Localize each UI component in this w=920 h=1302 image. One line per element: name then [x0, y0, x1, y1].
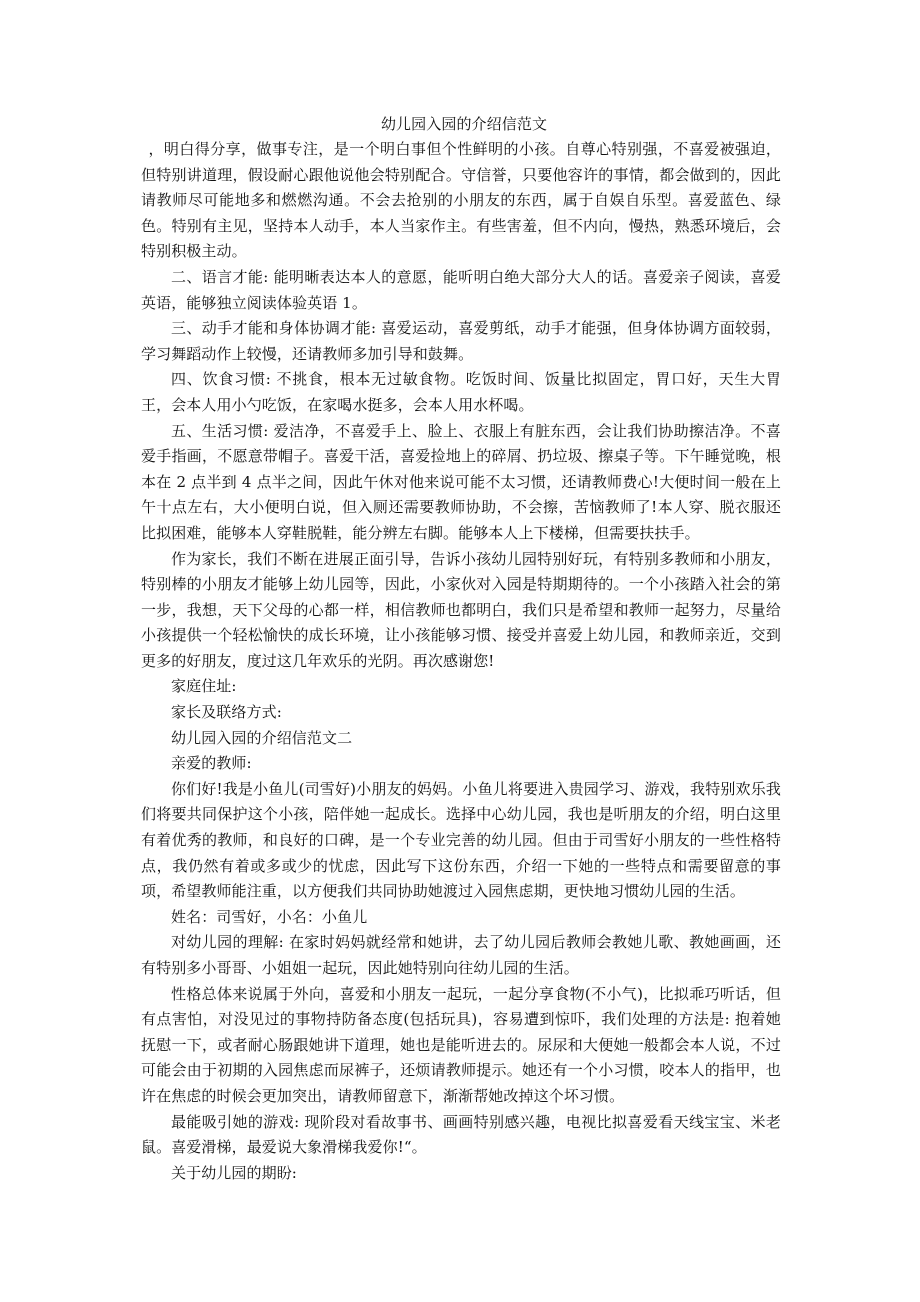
paragraph-games: 最能吸引她的游戏: 现阶段对看故事书、画画特别感兴趣，电视比拟喜爱看天线宝宝、米老鼠。喜爱滑梯，最爱说大象滑梯我爱你!“。	[141, 1112, 781, 1157]
parent-contact-label: 家长及联络方式:	[171, 703, 282, 722]
section-two-title: 幼儿园入园的介绍信范文二	[171, 728, 353, 747]
paragraph-greeting: 你们好!我是小鱼儿(司雪好)小朋友的妈妈。小鱼儿将要进入贵园学习、游戏，我特别欢乐我们将要共同保护这个小孩，陪伴她一起成长。选择中心幼儿园，我也是听朋友的介绍，明白这里有着优秀的教师，和良好的口碑，是一个专业完善的幼儿园。但由于司雪好小朋友的一些性格特点，我仍然有着或多或少的忧虑，因此写下这份东西，介绍一下她的一些特点和需要留意的事项，希望教师能注重，以方便我们共同协助她渡过入园焦虑期，更快地习惯幼儿园的生活。	[141, 779, 781, 901]
paragraph-motor: 三、动手才能和身体协调才能: 喜爱运动，喜爱剪纸，动手才能强，但身体协调方面较弱，学习舞蹈动作上较慢，还请教师多加引导和鼓舞。	[141, 319, 781, 363]
salutation: 亲爱的教师:	[171, 754, 252, 773]
paragraph-parent-note: 作为家长，我们不断在进展正面引导，告诉小孩幼儿园特别好玩，有特别多教师和小朋友，特别棒的小朋友才能够上幼儿园等，因此，小家伙对入园是特期期待的。一个小孩踏入社会的第一步，我想，天下父母的心都一样，相信教师也都明白，我们只是希望和教师一起努力，尽量给小孩提供一个轻松愉快的成长环境，让小孩能够习惯、接受并喜爱上幼儿园，和教师亲近，交到更多的好朋友，度过这几年欢乐的光阴。再次感谢您!	[141, 549, 781, 670]
paragraph-habits: 五、生活习惯: 爱洁净，不喜爱手上、脸上、衣服上有脏东西，会让我们协助擦洁净。不喜爱手指画，不愿意带帽子。喜爱干活，喜爱捡地上的碎屑、扔垃圾、擦桌子等。下午睡觉晚，根本在 2 点半到 4 点半之间，因此午休对他来说可能不太习惯，还请教师费心!大便时间一般在上午十点左右，大小便明白说，但入厕还需要教师协助，不会擦，苦恼教师了!本人穿、脱衣服还比拟困难，能够本人穿鞋脱鞋，能分辨左右脚。能够本人上下楼梯，但需要扶扶手。	[141, 421, 781, 542]
paragraph-intro: ，明白得分享，做事专注，是一个明白事但个性鲜明的小孩。自尊心特别强，不喜爱被强迫，但特别讲道理，假设耐心跟他说他会特别配合。守信誉，只要他容许的事情，都会做到的，因此请教师尽可能地多和燃燃沟通。不会去抢别的小朋友的东西，属于自娱自乐型。喜爱蓝色、绿色。特别有主见，坚持本人动手，本人当家作主。有些害羞，但不内向，慢热，熟悉环境后，会特别积极主动。	[141, 140, 781, 261]
home-address-label: 家庭住址:	[171, 677, 237, 696]
document-title: 幼儿园入园的介绍信范文	[380, 115, 548, 133]
paragraph-diet: 四、饮食习惯: 不挑食，根本无过敏食物。吃饭时间、饭量比拟固定，胃口好，天生大胃王，会本人用小勺吃饭，在家喝水挺多，会本人用水杯喝。	[141, 370, 781, 414]
paragraph-personality: 性格总体来说属于外向，喜爱和小朋友一起玩，一起分享食物(不小气)，比拟乖巧听话，但有点害怕，对没见过的事物持防备态度(包括玩具)，容易遭到惊吓，我们处理的方法是: 抱着她抚慰一下，或者耐心肠跟她讲下道理，她也是能听进去的。尿尿和大便她一般都会本人说，不过可能会由于初期的入园焦虑而尿裤子，还烦请教师提示。她还有一个小习惯，咬本人的指甲，也许在焦虑的时候会更加突出，请教师留意下，渐渐帮她改掉这个坏习惯。	[141, 984, 781, 1105]
expectations-label: 关于幼儿园的期盼:	[171, 1163, 297, 1182]
name-line: 姓名：司雪好，小名：小鱼儿	[171, 907, 368, 926]
paragraph-understanding: 对幼儿园的理解: 在家时妈妈就经常和她讲，去了幼儿园后教师会教她儿歌、教她画画，还有特别多小哥哥、小姐姐一起玩，因此她特别向往幼儿园的生活。	[141, 933, 781, 977]
paragraph-language: 二、语言才能: 能明晰表达本人的意愿，能听明白绝大部分大人的话。喜爱亲子阅读，喜爱英语，能够独立阅读体验英语 1。	[141, 267, 781, 312]
document-page	[141, 112, 781, 1186]
